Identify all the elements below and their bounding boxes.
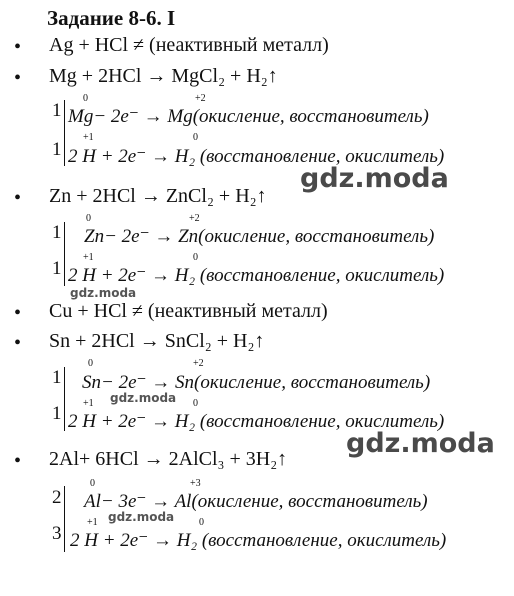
oxidation-state: 0 xyxy=(193,132,198,143)
coefficient: 1 xyxy=(52,367,62,388)
oxidation-state: +1 xyxy=(87,517,98,528)
bullet: • xyxy=(14,67,22,89)
watermark: gdz.moda xyxy=(108,510,175,524)
half-reaction-oxidation: Zn− 2e⁻ → Zn(окисление, восстановитель) xyxy=(84,226,435,247)
watermark: gdz.moda xyxy=(110,391,177,405)
balance-bar xyxy=(64,100,65,166)
oxidation-state: +3 xyxy=(190,478,201,489)
oxidation-state: 0 xyxy=(193,398,198,409)
coefficient: 1 xyxy=(52,222,62,243)
bullet: • xyxy=(14,332,22,354)
watermark: gdz.moda xyxy=(70,286,137,300)
oxidation-state: +2 xyxy=(195,93,206,104)
equation-ag: Ag + HCl ≠ (неактивный металл) xyxy=(49,34,329,56)
half-reaction-reduction: 2 H + 2e⁻ → H₂ (восстановление, окислитель) xyxy=(68,265,445,286)
coefficient: 1 xyxy=(52,139,62,160)
watermark: gdz.moda xyxy=(300,163,449,194)
balance-bar xyxy=(64,486,65,552)
bullet: • xyxy=(14,36,22,58)
coefficient: 1 xyxy=(52,100,62,121)
balance-bar xyxy=(64,222,65,286)
oxidation-state: +2 xyxy=(189,213,200,224)
half-reaction-reduction: 2 H + 2e⁻ → H₂ (восстановление, окислитель) xyxy=(68,411,445,432)
equation-cu: Cu + HCl ≠ (неактивный металл) xyxy=(49,300,328,322)
balance-bar xyxy=(64,367,65,431)
equation-zn: Zn + 2HCl → ZnCl₂ + H₂↑ xyxy=(49,185,267,207)
oxidation-state: 0 xyxy=(199,517,204,528)
oxidation-state: 0 xyxy=(90,478,95,489)
coefficient: 1 xyxy=(52,258,62,279)
bullet: • xyxy=(14,302,22,324)
equation-mg: Mg + 2HCl → MgCl₂ + H₂↑ xyxy=(49,65,278,87)
coefficient: 3 xyxy=(52,523,62,544)
bullet: • xyxy=(14,450,22,472)
oxidation-state: +1 xyxy=(83,252,94,263)
task-title: Задание 8-6. I xyxy=(47,6,176,30)
half-reaction-oxidation: Sn− 2e⁻ → Sn(окисление, восстановитель) xyxy=(82,372,431,393)
oxidation-state: 0 xyxy=(88,358,93,369)
coefficient: 2 xyxy=(52,487,62,508)
oxidation-state: 0 xyxy=(193,252,198,263)
oxidation-state: 0 xyxy=(86,213,91,224)
bullet: • xyxy=(14,187,22,209)
equation-al: 2Al+ 6HCl → 2AlCl₃ + 3H₂↑ xyxy=(49,448,288,470)
half-reaction-oxidation: Mg− 2e⁻ → Mg(окисление, восстановитель) xyxy=(68,106,429,127)
half-reaction-oxidation: Al− 3e⁻ → Al(окисление, восстановитель) xyxy=(84,491,428,512)
half-reaction-reduction: 2 H + 2e⁻ → H₂ (восстановление, окислитель) xyxy=(68,146,445,167)
watermark: gdz.moda xyxy=(346,428,495,459)
oxidation-state: 0 xyxy=(83,93,88,104)
oxidation-state: +2 xyxy=(193,358,204,369)
half-reaction-reduction: 2 H + 2e⁻ → H₂ (восстановление, окислитель) xyxy=(70,530,447,551)
coefficient: 1 xyxy=(52,403,62,424)
equation-sn: Sn + 2HCl → SnCl₂ + H₂↑ xyxy=(49,330,265,352)
oxidation-state: +1 xyxy=(83,132,94,143)
oxidation-state: +1 xyxy=(83,398,94,409)
